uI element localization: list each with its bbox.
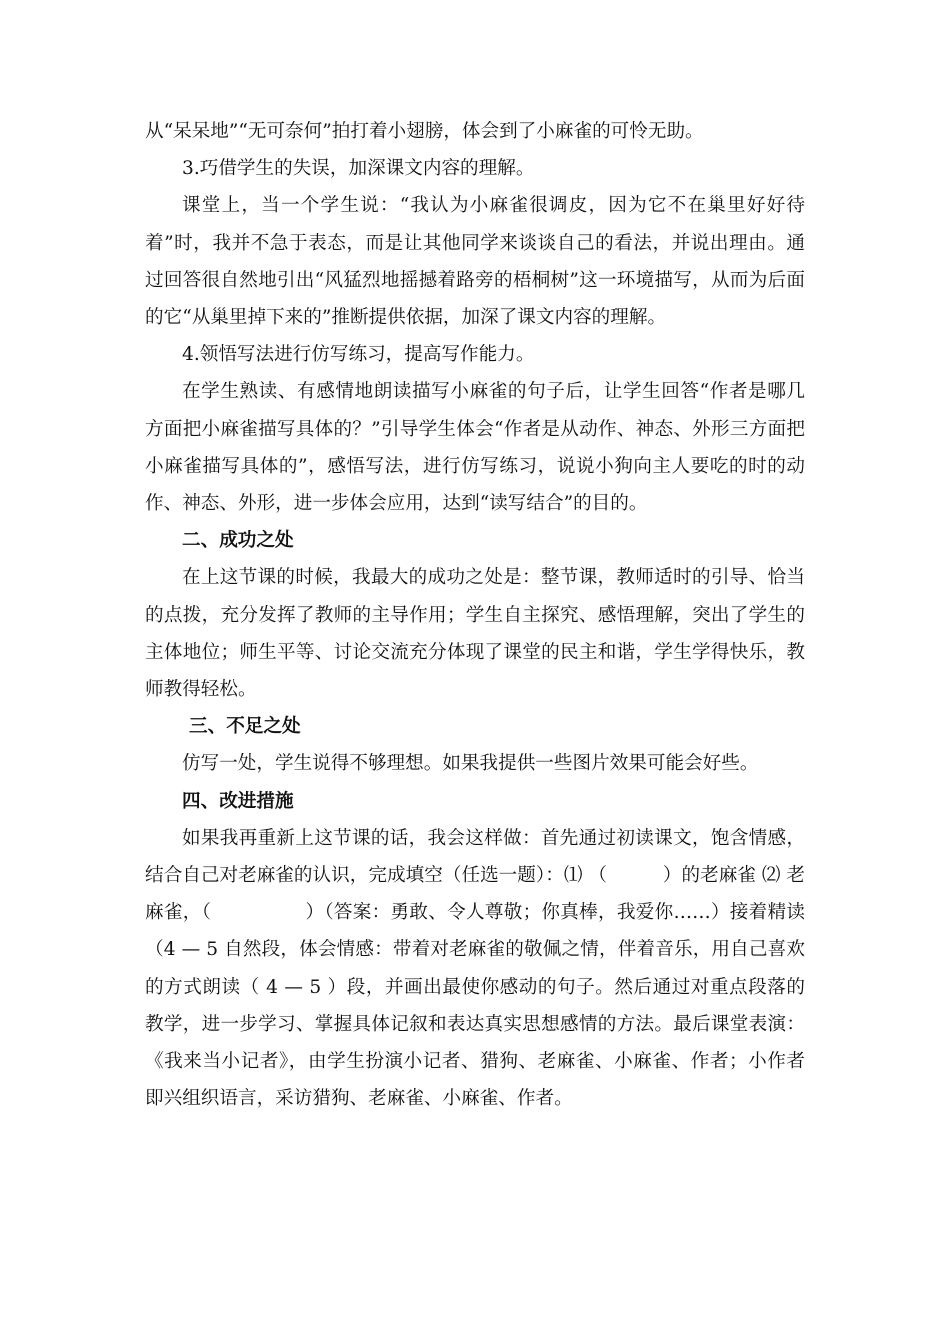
item-4-body: 在学生熟读、有感情地朗读描写小麻雀的句子后，让学生回答“作者是哪几方面把小麻雀描写具体的？”引导学生体会“作者是从动作、神态、外形三方面把小麻雀描写具体的”，感悟写法，进行仿写练习，说说小狗向主人要吃的时的动作、神态、外形，进一步体会应用，达到“读写结合”的目的。	[145, 381, 805, 515]
section-4-heading: 四、改进措施	[182, 790, 294, 812]
continued-paragraph: 从“呆呆地”“无可奈何”拍打着小翅膀，体会到了小麻雀的可怜无助。	[145, 121, 704, 142]
item-3-body: 课堂上，当一个学生说：“我认为小麻雀很调皮，因为它不在巢里好好待着”时，我并不急于表态，而是让其他同学来谈谈自己的看法，并说出理由。通过回答很自然地引出“风猛烈地摇撼着路旁的梧桐树”这一环境描写，从而为后面的它“从巢里掉下来的”推断提供依据，加深了课文内容的理解。	[145, 195, 805, 329]
item-4-title: 4.领悟写法进行仿写练习，提高写作能力。	[182, 344, 535, 366]
document-page	[145, 113, 805, 1117]
section-3-body: 仿写一处，学生说得不够理想。如果我提供一些图片效果可能会好些。	[182, 753, 759, 775]
section-2-heading: 二、成功之处	[182, 530, 294, 552]
section-2-body: 在上这节课的时候，我最大的成功之处是：整节课，教师适时的引导、恰当的点拨，充分发挥了教师的主导作用；学生自主探究、感悟理解，突出了学生的主体地位；师生平等、讨论交流充分体现了课堂的民主和谐，学生学得快乐，教师教得轻松。	[145, 567, 805, 701]
item-3-title: 3.巧借学生的失误，加深课文内容的理解。	[182, 158, 535, 180]
section-4-body: 如果我再重新上这节课的话，我会这样做：首先通过初读课文，饱含情感，结合自己对老麻雀的认识，完成填空（任选一题）：⑴ （ ）的老麻雀 ⑵ 老麻雀，（ ）（答案：勇敢、令人尊敬；你真棒，我爱你……）接着精读（4 — 5 自然段，体会情感：带着对老麻雀的敬佩之情，伴着音乐，用自己喜欢的方式朗读（ 4 — 5 ）段，并画出最使你感动的句子。然后通过对重点段落的教学，进一步学习、掌握具体记叙和表达真实思想感情的方法。最后课堂表演：《我来当小记者》，由学生扮演小记者、猎狗、老麻雀、小麻雀、作者；小作者即兴组织语言，采访猎狗、老麻雀、小麻雀、作者。	[145, 827, 805, 1110]
section-3-heading: 三、不足之处	[189, 716, 301, 738]
